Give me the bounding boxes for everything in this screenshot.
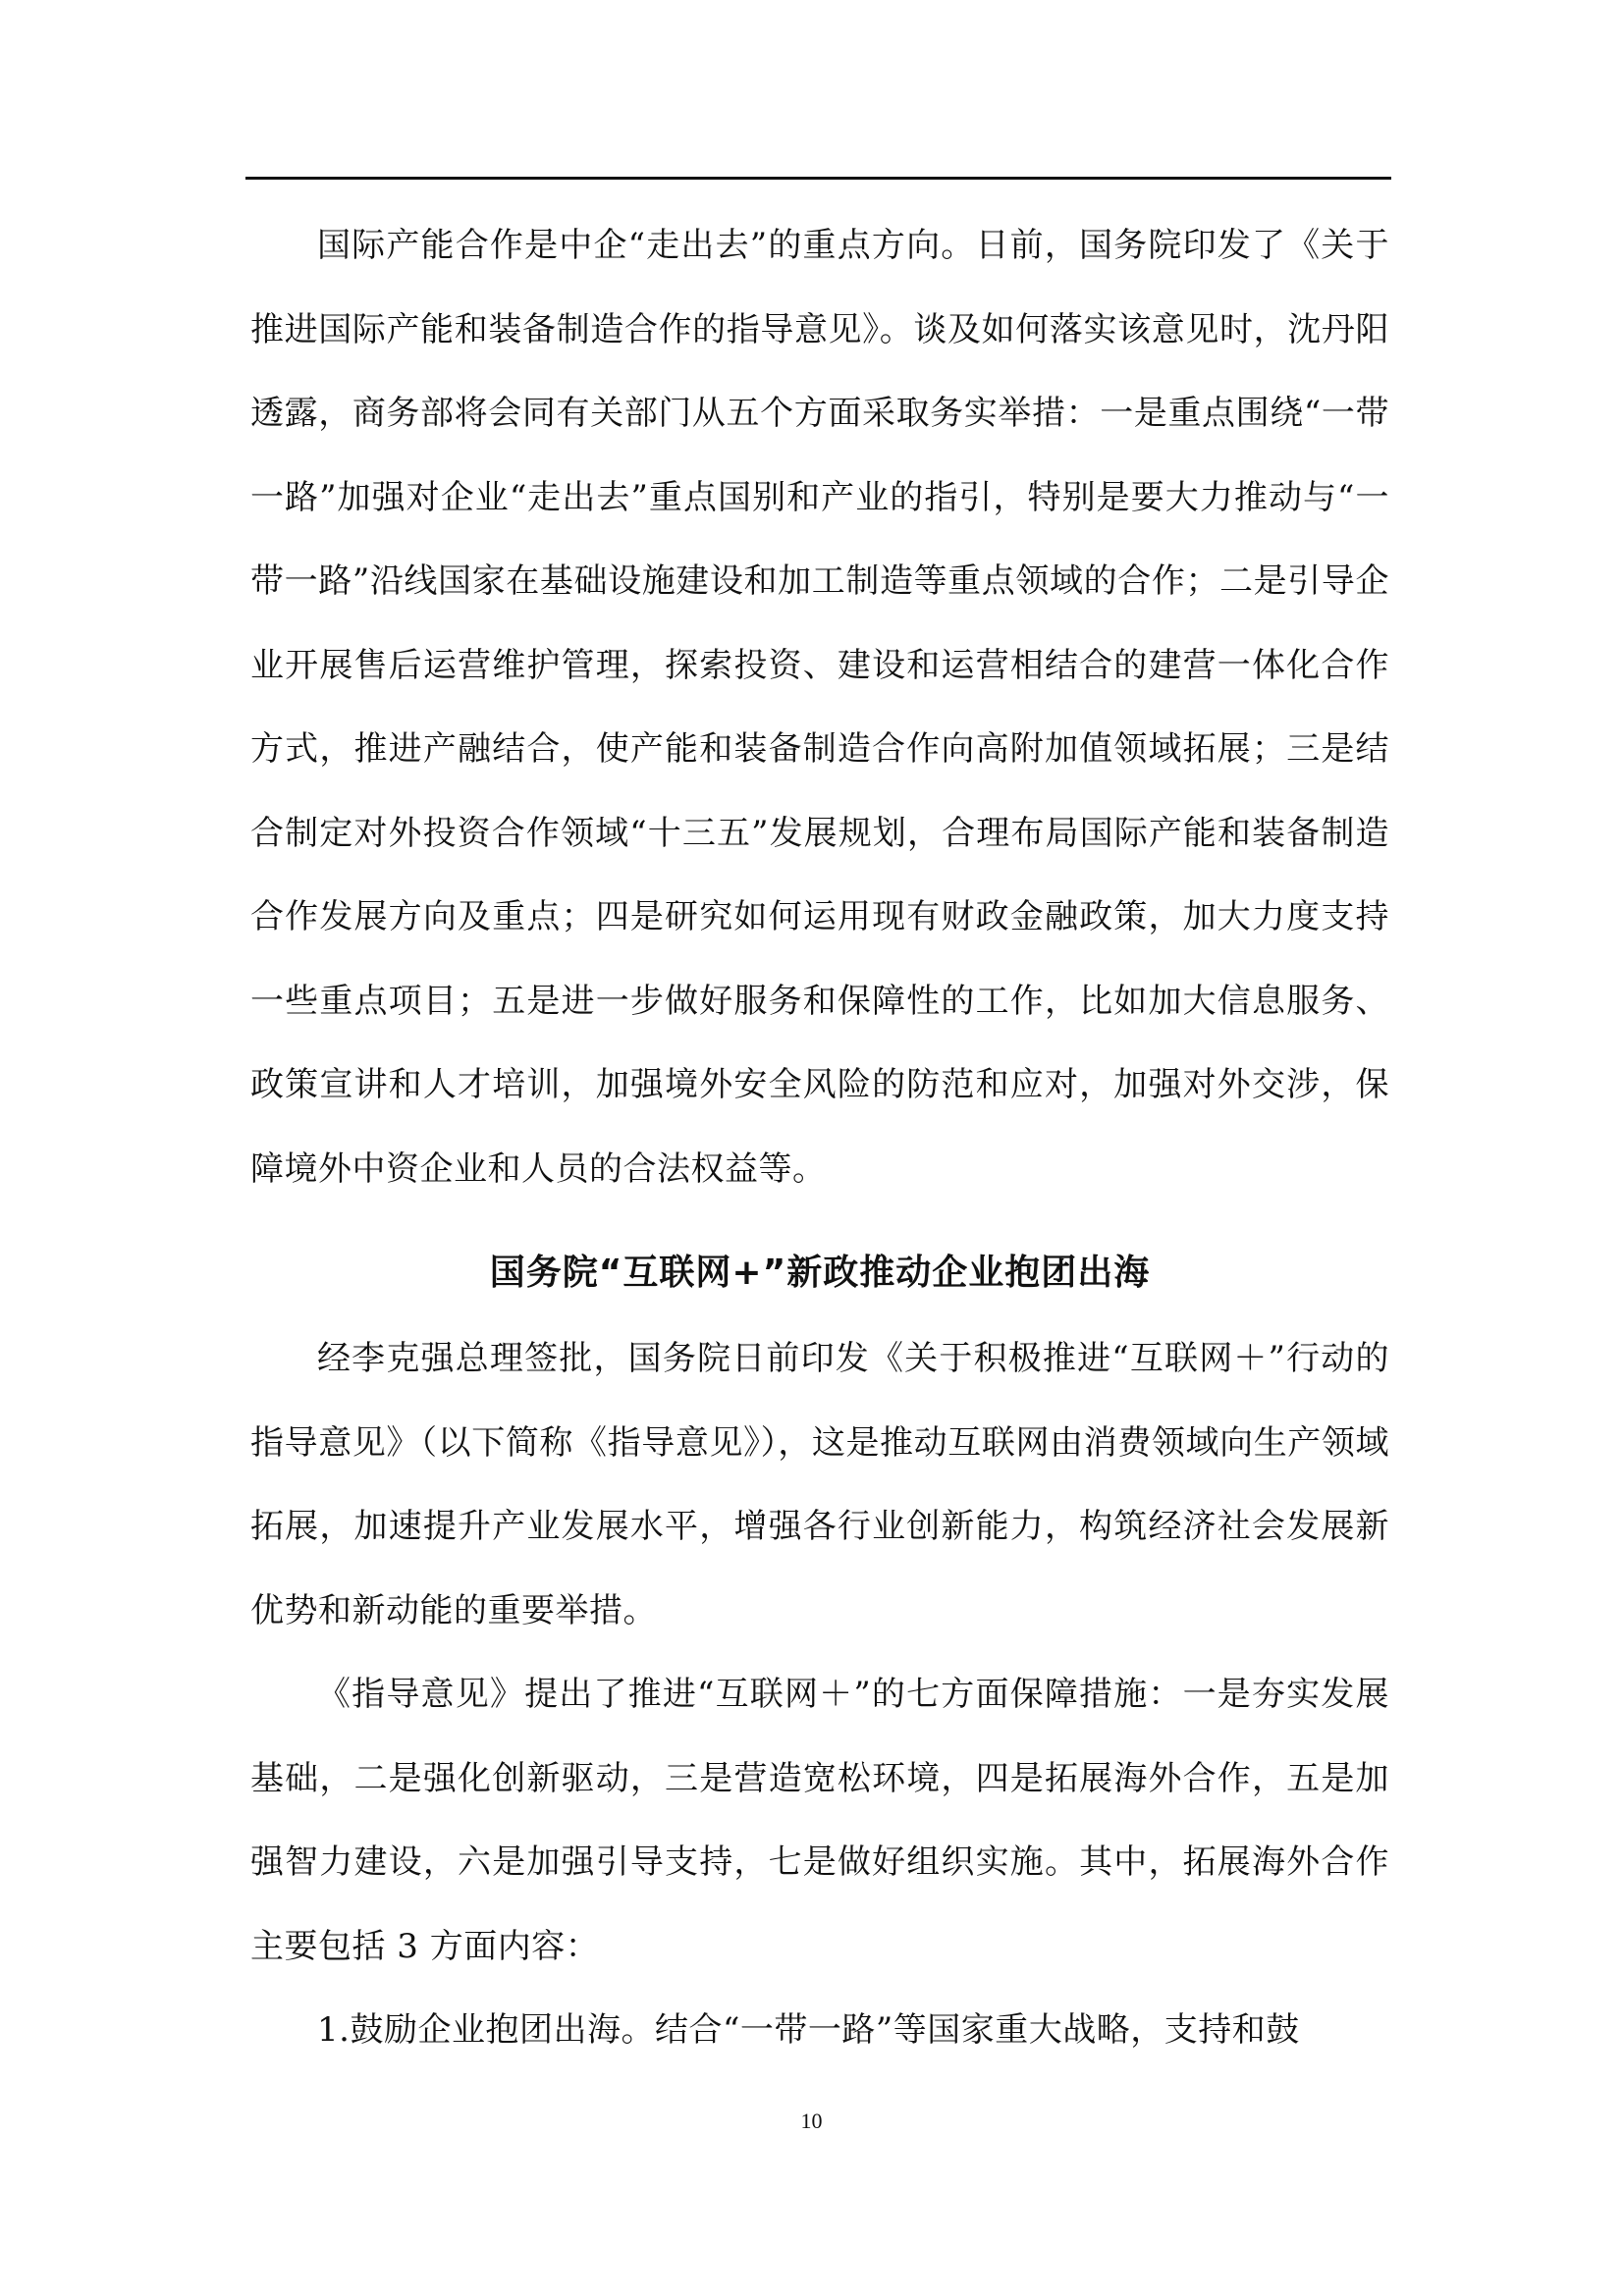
section-heading: 国务院“互联网+”新政推动企业抱团出海 bbox=[489, 1253, 1151, 1293]
document-body bbox=[250, 204, 1389, 2073]
paragraph-capacity-cooperation: 国际产能合作是中企“走出去”的重点方向。日前，国务院印发了《关于推进国际产能和装备制造合作的指导意见》。谈及如何落实该意见时，沈丹阳透露，商务部将会同有关部门从五个方面采取务实举措：一是重点围绕“一带一路”加强对企业“走出去”重点国别和产业的指引，特别是要大力推动与“一带一路”沿线国家在基础设施建设和加工制造等重点领域的合作；二是引导企业开展售后运营维护管理，探索投资、建设和运营相结合的建营一体化合作方式，推进产融结合，使产能和装备制造合作向高附加值领域拓展；三是结合制定对外投资合作领域“十三五”发展规划，合理布局国际产能和装备制造合作发展方向及重点；四是研究如何运用现有财政金融政策，加大力度支持一些重点项目；五是进一步做好服务和保障性的工作，比如加大信息服务、政策宣讲和人才培训，加强境外安全风险的防范和应对，加强对外交涉，保障境外中资企业和人员的合法权益等。 bbox=[250, 226, 1389, 1189]
paragraph-item-1: 1.鼓励企业抱团出海。结合“一带一路”等国家重大战略，支持和鼓 bbox=[317, 2010, 1300, 2050]
paragraph-safeguard-measures: 《指导意见》提出了推进“互联网＋”的七方面保障措施：一是夯实发展基础，二是强化创新驱动，三是营造宽松环境，四是拓展海外合作，五是加强智力建设，六是加强引导支持，七是做好组织实施。其中，拓展海外合作主要包括 3 方面内容： bbox=[250, 1675, 1389, 1966]
paragraph-guidance-opinion: 经李克强总理签批，国务院日前印发《关于积极推进“互联网＋”行动的指导意见》（以下简称《指导意见》），这是推动互联网由消费领域向生产领域拓展，加速提升产业发展水平，增强各行业创新能力，构筑经济社会发展新优势和新动能的重要举措。 bbox=[250, 1339, 1389, 1630]
header-rule bbox=[245, 177, 1391, 180]
page-number: 10 bbox=[800, 2109, 823, 2133]
